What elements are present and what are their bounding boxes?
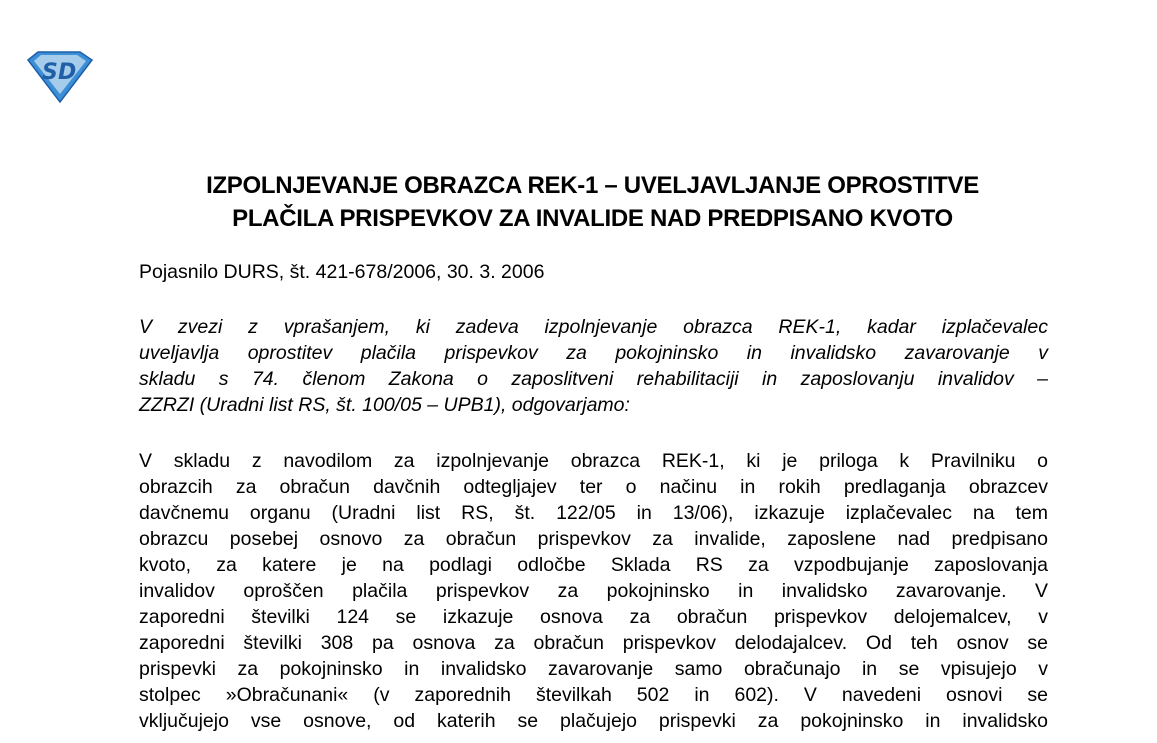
body-line: zaporedni številki 308 pa osnova za obračun prispevkov delodajalcev. Od teh osnov se (139, 632, 1048, 654)
title-line-2: PLAČILA PRISPEVKOV ZA INVALIDE NAD PREDPISANO KVOTO (232, 205, 953, 232)
svg-text:D: D (58, 60, 77, 85)
body-line: obrazcih za obračun davčnih odtegljajev ter o načinu in rokih predlaganja obrazcev (139, 476, 1048, 498)
body-line: vključujejo vse osnove, od katerih se plačujejo prispevki za pokojninsko in invalidsko (139, 710, 1048, 732)
intro-paragraph (139, 314, 1048, 418)
body-line: stolpec »Obračunani« (v zaporednih številkah 502 in 602). V navedeni osnovi se (139, 684, 1048, 706)
svg-text:S: S (42, 60, 58, 85)
intro-line: uveljavlja oprostitev plačila prispevkov za pokojninsko in invalidsko zavarovanje v (139, 342, 1048, 364)
body-line: prispevki za pokojninsko in invalidsko zavarovanje samo obračunajo in se vpisujejo v (139, 658, 1048, 680)
body-line: davčnemu organu (Uradni list RS, št. 122/05 in 13/06), izkazuje izplačevalec na tem (139, 502, 1048, 524)
reference-line: Pojasnilo DURS, št. 421-678/2006, 30. 3. 2006 (139, 261, 545, 283)
body-line: V skladu z navodilom za izpolnjevanje obrazca REK-1, ki je priloga k Pravilniku o (139, 450, 1048, 472)
intro-line: ZZRZI (Uradni list RS, št. 100/05 – UPB1), odgovarjamo: (139, 394, 630, 416)
intro-line: skladu s 74. členom Zakona o zaposlitveni rehabilitaciji in zaposlovanju invalidov – (139, 368, 1048, 390)
body-line: kvoto, za katere je na podlagi odločbe Sklada RS za vzpodbujanje zaposlovanja (139, 554, 1048, 576)
body-line: invalidov oproščen plačila prispevkov za pokojninsko in invalidsko zavarovanje. V (139, 580, 1048, 602)
body-line: obrazcu posebej osnovo za obračun prispevkov za invalide, zaposlene nad predpisano (139, 528, 1048, 550)
title-line-1: IZPOLNJEVANJE OBRAZCA REK-1 – UVELJAVLJANJE OPROSTITVE (206, 172, 979, 199)
intro-line: V zvezi z vprašanjem, ki zadeva izpolnjevanje obrazca REK-1, kadar izplačevalec (139, 316, 1048, 338)
body-line: zaporedni številki 124 se izkazuje osnova za obračun prispevkov delojemalcev, v (139, 606, 1048, 628)
document-title (100, 169, 1085, 235)
sd-shield-logo-icon (22, 50, 96, 104)
body-paragraph (139, 448, 1048, 734)
